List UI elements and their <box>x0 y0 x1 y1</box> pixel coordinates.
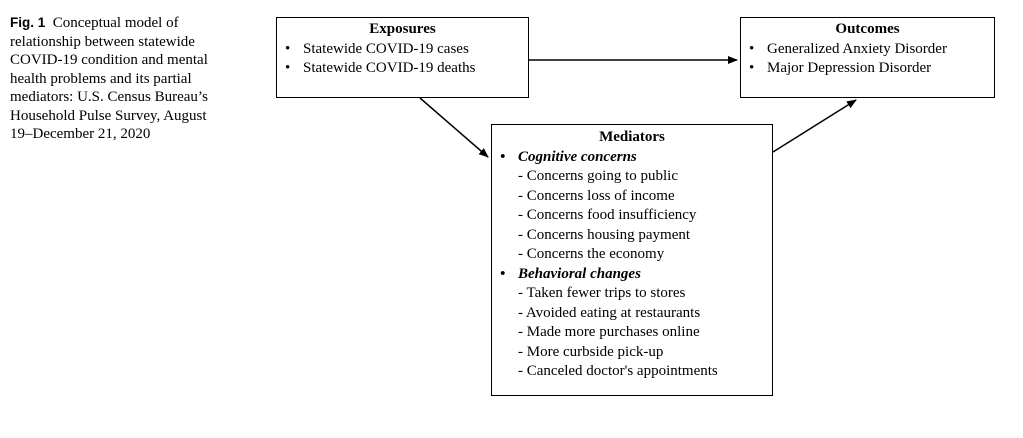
mediator-group-heading: • Cognitive concerns <box>492 148 772 168</box>
exposures-title: Exposures <box>369 21 436 37</box>
outcomes-box <box>740 17 995 98</box>
exposures-list <box>277 40 528 79</box>
mediator-item: - Made more purchases online <box>518 324 700 340</box>
mediator-item: - Taken fewer trips to stores <box>518 285 686 301</box>
mediator-item: - More curbside pick-up <box>518 343 664 360</box>
mediator-group-heading: • Behavioral changes <box>492 265 772 285</box>
mediator-item: - Avoided eating at restaurants <box>518 304 701 321</box>
mediator-item: - Concerns the economy <box>518 246 665 262</box>
figure-label: Fig. 1 <box>10 15 46 30</box>
mediator-item: - Concerns going to public <box>518 168 678 184</box>
mediator-item: - Concerns loss of income <box>518 187 675 204</box>
exposure-item: • Statewide COVID-19 cases <box>277 40 528 60</box>
exposure-item: • Statewide COVID-19 deaths <box>277 59 528 79</box>
outcome-item: • Generalized Anxiety Disorder <box>741 40 994 60</box>
mediators-list <box>492 148 772 168</box>
mediators-title: Mediators <box>599 129 665 145</box>
mediator-item: - Concerns housing payment <box>518 226 691 243</box>
mediator-item: - Canceled doctor's appointments <box>518 363 718 379</box>
mediator-item: - Concerns food insufficiency <box>518 207 697 223</box>
figure-caption-text: Conceptual model of relationship between statewide COVID-19 condition and mental health problems and its partial mediators: U.S. Census Bureau’s Household Pulse Survey, August 19–December 21, 2020 <box>10 15 208 142</box>
arrow-mediators-to-outcomes <box>773 100 856 152</box>
outcomes-title: Outcomes <box>835 21 900 37</box>
arrow-exposures-to-mediators <box>420 98 488 157</box>
mediators-box <box>491 124 773 396</box>
exposures-box <box>276 17 529 98</box>
outcome-item: • Major Depression Disorder <box>741 59 994 79</box>
outcomes-list <box>741 40 994 79</box>
mediators-list-2 <box>492 265 772 285</box>
